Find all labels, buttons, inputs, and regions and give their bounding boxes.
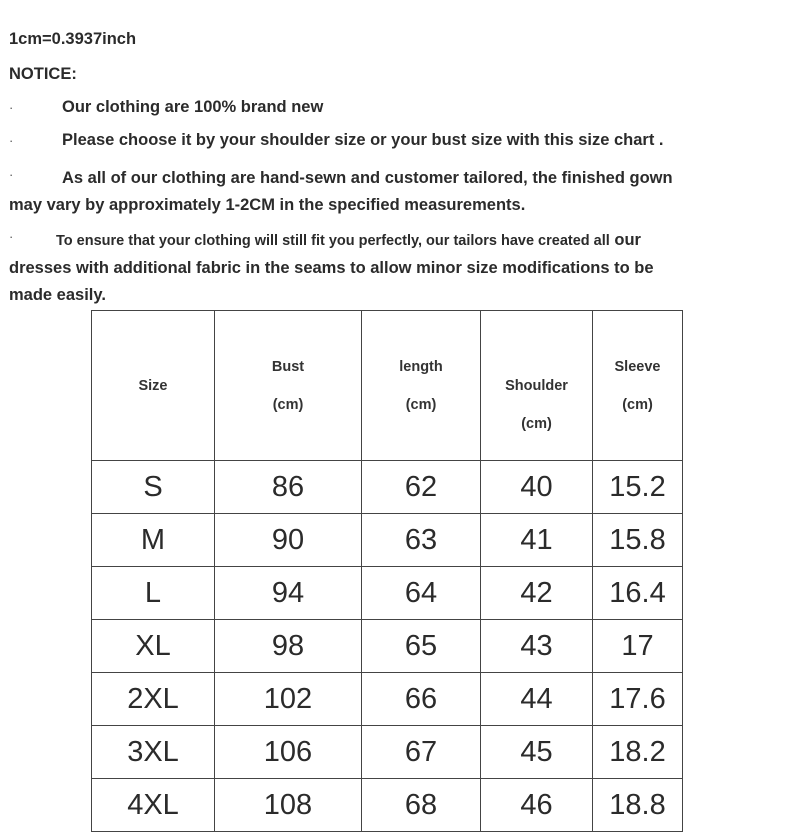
table-row: [92, 779, 683, 832]
notice-text: As all of our clothing are hand-sewn and customer tailored, the finished gown: [62, 169, 673, 187]
cell-shoulder: 45: [481, 726, 593, 779]
cell-size: 4XL: [92, 779, 215, 832]
cell-size: 2XL: [92, 673, 215, 726]
cell-sleeve: 18.2: [593, 726, 683, 779]
cell-bust: 102: [215, 673, 362, 726]
cell-shoulder: 41: [481, 514, 593, 567]
notice-text-cont: dresses with additional fabric in the seams to allow minor size modifications to be: [9, 259, 654, 277]
notice-item-4: [9, 227, 749, 309]
cell-length: 67: [362, 726, 481, 779]
cell-bust: 94: [215, 567, 362, 620]
notice-item-2: [9, 131, 749, 150]
notice-text-tail: our: [614, 231, 641, 249]
table-row: [92, 461, 683, 514]
cell-sleeve: 18.8: [593, 779, 683, 832]
table-row: [92, 567, 683, 620]
cell-length: 63: [362, 514, 481, 567]
header-sleeve: Sleeve (cm): [593, 311, 683, 461]
cell-size: L: [92, 567, 215, 620]
table-row: [92, 514, 683, 567]
cell-sleeve: 15.2: [593, 461, 683, 514]
cell-bust: 108: [215, 779, 362, 832]
cell-shoulder: 42: [481, 567, 593, 620]
cell-length: 66: [362, 673, 481, 726]
cell-bust: 86: [215, 461, 362, 514]
notice-text-cont: made easily.: [9, 286, 106, 304]
cell-shoulder: 46: [481, 779, 593, 832]
cell-sleeve: 17.6: [593, 673, 683, 726]
notice-text-cont: may vary by approximately 1-2CM in the specified measurements.: [9, 196, 526, 214]
cell-bust: 98: [215, 620, 362, 673]
cell-length: 68: [362, 779, 481, 832]
notice-text: Our clothing are 100% brand new: [62, 98, 324, 116]
notice-title: NOTICE:: [9, 65, 77, 83]
header-size: Size: [92, 311, 215, 461]
size-chart-table: [91, 310, 683, 832]
table-row: [92, 726, 683, 779]
header-shoulder: Shoulder (cm): [481, 311, 593, 461]
table-row: [92, 673, 683, 726]
bullet-2: ·: [9, 133, 14, 148]
cell-size: S: [92, 461, 215, 514]
notice-item-1: [9, 98, 749, 117]
cell-length: 64: [362, 567, 481, 620]
header-length: length (cm): [362, 311, 481, 461]
table-header-row: [92, 311, 683, 461]
cell-size: M: [92, 514, 215, 567]
table-row: [92, 620, 683, 673]
cell-bust: 106: [215, 726, 362, 779]
cell-sleeve: 15.8: [593, 514, 683, 567]
cell-sleeve: 16.4: [593, 567, 683, 620]
conversion-note: 1cm=0.3937inch: [9, 30, 137, 48]
notice-text: To ensure that your clothing will still fit you perfectly, our tailors have created all: [56, 233, 610, 249]
bullet-4: ·: [9, 229, 14, 244]
cell-shoulder: 44: [481, 673, 593, 726]
cell-size: XL: [92, 620, 215, 673]
cell-bust: 90: [215, 514, 362, 567]
cell-length: 65: [362, 620, 481, 673]
cell-sleeve: 17: [593, 620, 683, 673]
header-bust: Bust (cm): [215, 311, 362, 461]
notice-text: Please choose it by your shoulder size or your bust size with this size chart .: [62, 131, 664, 149]
cell-shoulder: 43: [481, 620, 593, 673]
cell-length: 62: [362, 461, 481, 514]
bullet-3: ·: [9, 167, 14, 182]
cell-size: 3XL: [92, 726, 215, 779]
cell-shoulder: 40: [481, 461, 593, 514]
bullet-1: ·: [9, 100, 14, 115]
notice-item-3: [9, 165, 749, 219]
